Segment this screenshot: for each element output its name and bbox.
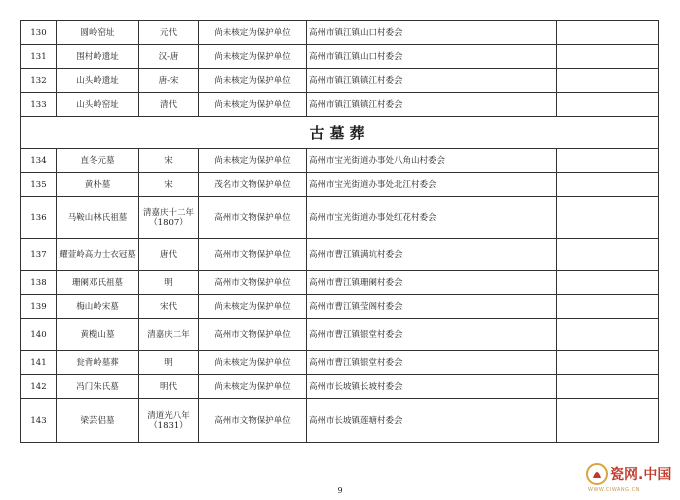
- cell-no: 131: [21, 45, 57, 69]
- cell-level: 尚未核定为保护单位: [199, 149, 307, 173]
- cell-name: 直冬元墓: [57, 149, 139, 173]
- watermark-subtext: WWW.CIWANG.CN: [588, 487, 640, 493]
- cell-era: 明: [139, 351, 199, 375]
- cell-note: [557, 197, 659, 239]
- table-row: [21, 149, 659, 173]
- cell-level: 高州市文物保护单位: [199, 319, 307, 351]
- cell-level: 尚未核定为保护单位: [199, 375, 307, 399]
- cell-no: 143: [21, 399, 57, 443]
- cell-level: 尚未核定为保护单位: [199, 93, 307, 117]
- cell-era: 宋: [139, 173, 199, 197]
- cell-owner: 高州市曹江镇银堂村委会: [307, 351, 557, 375]
- cell-no: 132: [21, 69, 57, 93]
- table-row: [21, 319, 659, 351]
- cell-era: 明: [139, 271, 199, 295]
- cell-era: 宋代: [139, 295, 199, 319]
- table-row: [21, 239, 659, 271]
- cell-era: 清嘉庆二年: [139, 319, 199, 351]
- table-row: [21, 271, 659, 295]
- table-row: [21, 45, 659, 69]
- cell-name: 马鞍山林氏祖墓: [57, 197, 139, 239]
- cell-no: 139: [21, 295, 57, 319]
- cell-owner: 高州市宝光街道办事处八角山村委会: [307, 149, 557, 173]
- cell-note: [557, 69, 659, 93]
- cell-era: 清嘉庆十二年（1807）: [139, 197, 199, 239]
- cell-owner: 高州市长坡镇长坡村委会: [307, 375, 557, 399]
- cell-level: 尚未核定为保护单位: [199, 295, 307, 319]
- cell-note: [557, 295, 659, 319]
- section-title: 古墓葬: [21, 117, 659, 149]
- cell-no: 138: [21, 271, 57, 295]
- cell-level: 尚未核定为保护单位: [199, 45, 307, 69]
- table-row: [21, 399, 659, 443]
- table-row: [21, 69, 659, 93]
- table-row: [21, 173, 659, 197]
- cell-owner: 高州市曹江镇莹阁村委会: [307, 295, 557, 319]
- table-row: [21, 351, 659, 375]
- section-header-row: [21, 117, 659, 149]
- cell-level: 尚未核定为保护单位: [199, 351, 307, 375]
- page-number: 9: [337, 486, 343, 495]
- cell-name: 山头岭遗址: [57, 69, 139, 93]
- cell-era: 明代: [139, 375, 199, 399]
- cell-note: [557, 93, 659, 117]
- cell-name: 梅山岭宋墓: [57, 295, 139, 319]
- cell-name: 冯门朱氏墓: [57, 375, 139, 399]
- cell-name: 耀萱岭高力士衣冠墓: [57, 239, 139, 271]
- cell-note: [557, 319, 659, 351]
- heritage-table: [20, 20, 659, 443]
- cell-owner: 高州市宝光街道办事处红花村委会: [307, 197, 557, 239]
- table-row: [21, 197, 659, 239]
- cell-level: 茂名市文物保护单位: [199, 173, 307, 197]
- cell-name: 圆岭窑址: [57, 21, 139, 45]
- cell-owner: 高州市镇江镇山口村委会: [307, 45, 557, 69]
- cell-owner: 高州市曹江镇满坑村委会: [307, 239, 557, 271]
- table-row: [21, 295, 659, 319]
- cell-era: 宋: [139, 149, 199, 173]
- cell-name: 珊阑邓氏祖墓: [57, 271, 139, 295]
- cell-era: 清代: [139, 93, 199, 117]
- cell-level: 尚未核定为保护单位: [199, 69, 307, 93]
- table-row: [21, 93, 659, 117]
- watermark-logo: [586, 462, 676, 496]
- cell-no: 142: [21, 375, 57, 399]
- cell-owner: 高州市镇江镇山口村委会: [307, 21, 557, 45]
- cell-level: 高州市文物保护单位: [199, 399, 307, 443]
- cell-owner: 高州市长坡镇莲塘村委会: [307, 399, 557, 443]
- cell-note: [557, 45, 659, 69]
- cell-level: 高州市文物保护单位: [199, 239, 307, 271]
- cell-note: [557, 375, 659, 399]
- cell-era: 汉-唐: [139, 45, 199, 69]
- cell-era: 唐-宋: [139, 69, 199, 93]
- cell-note: [557, 351, 659, 375]
- cell-no: 140: [21, 319, 57, 351]
- cell-note: [557, 173, 659, 197]
- cell-level: 高州市文物保护单位: [199, 197, 307, 239]
- cell-owner: 高州市曹江镇银堂村委会: [307, 319, 557, 351]
- cell-name: 山头岭窑址: [57, 93, 139, 117]
- cell-name: 黄朴墓: [57, 173, 139, 197]
- cell-no: 133: [21, 93, 57, 117]
- cell-name: 瓮背岭墓葬: [57, 351, 139, 375]
- cell-level: 高州市文物保护单位: [199, 271, 307, 295]
- cell-note: [557, 149, 659, 173]
- cell-no: 134: [21, 149, 57, 173]
- cell-note: [557, 271, 659, 295]
- table-body: [21, 21, 659, 443]
- cell-no: 136: [21, 197, 57, 239]
- cell-note: [557, 399, 659, 443]
- vase-logo-icon: [586, 462, 608, 486]
- cell-no: 137: [21, 239, 57, 271]
- cell-no: 130: [21, 21, 57, 45]
- watermark-text: 瓷网.中国: [610, 467, 672, 483]
- cell-owner: 高州市镇江镇镇江村委会: [307, 69, 557, 93]
- table-row: [21, 21, 659, 45]
- cell-owner: 高州市曹江镇珊阑村委会: [307, 271, 557, 295]
- cell-name: 围村岭遗址: [57, 45, 139, 69]
- cell-no: 135: [21, 173, 57, 197]
- cell-era: 清道光八年（1831）: [139, 399, 199, 443]
- cell-owner: 高州市镇江镇镇江村委会: [307, 93, 557, 117]
- cell-name: 梁芸侣墓: [57, 399, 139, 443]
- cell-note: [557, 239, 659, 271]
- cell-name: 黄榄山墓: [57, 319, 139, 351]
- cell-level: 尚未核定为保护单位: [199, 21, 307, 45]
- cell-era: 元代: [139, 21, 199, 45]
- cell-era: 唐代: [139, 239, 199, 271]
- cell-owner: 高州市宝光街道办事处北江村委会: [307, 173, 557, 197]
- cell-note: [557, 21, 659, 45]
- cell-no: 141: [21, 351, 57, 375]
- table-row: [21, 375, 659, 399]
